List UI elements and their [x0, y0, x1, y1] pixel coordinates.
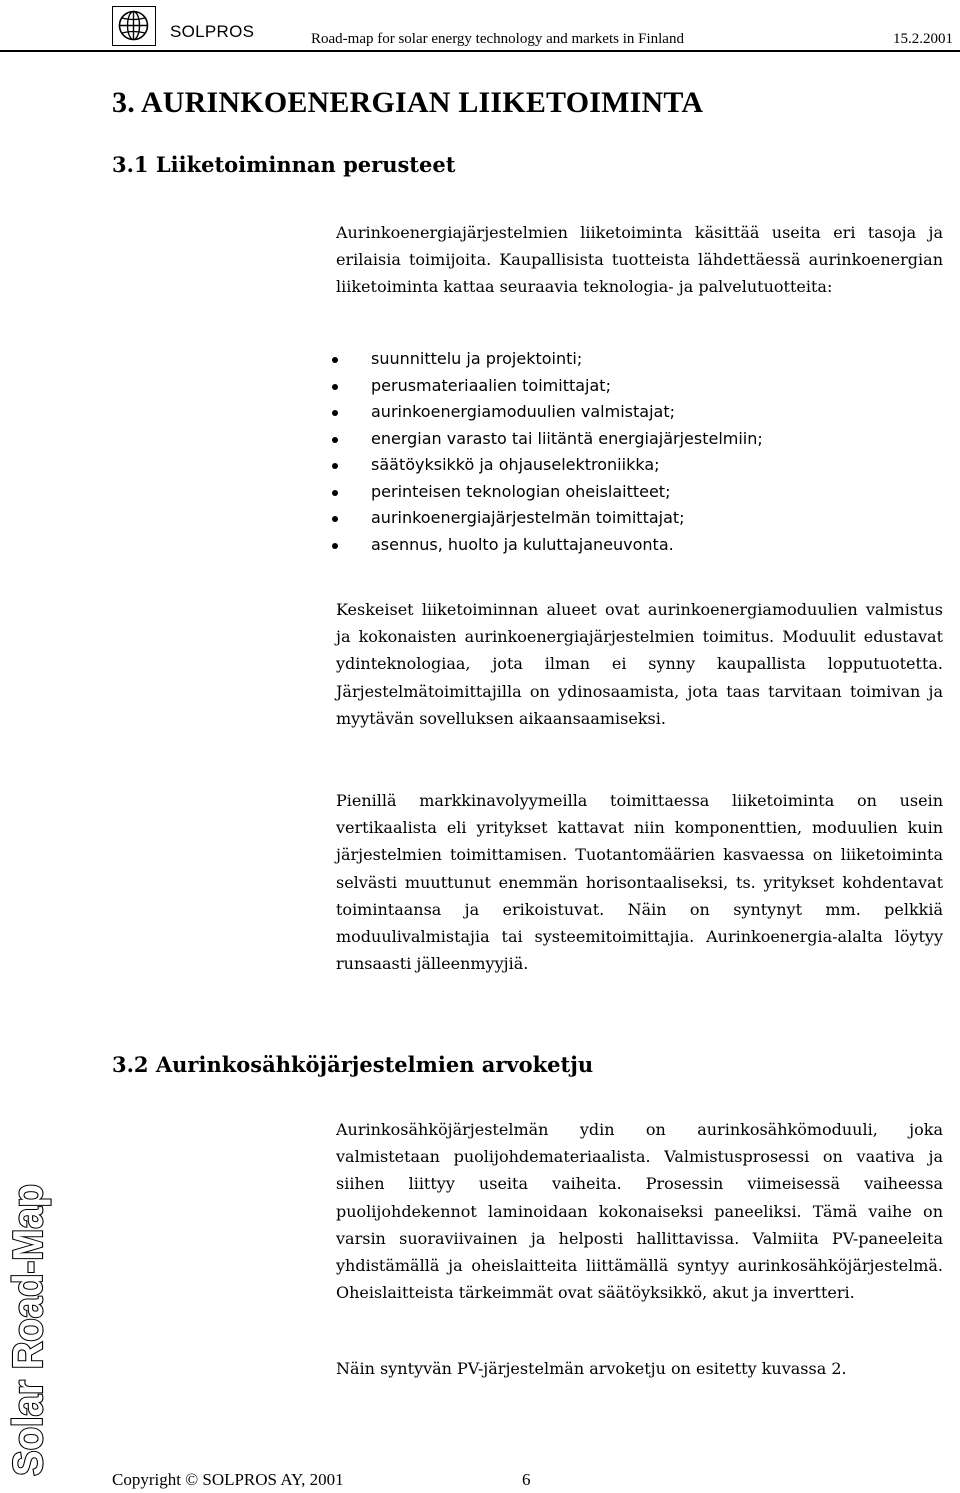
- side-logo-text: Solar Road-Map: [4, 1180, 51, 1476]
- bullet-icon: [332, 490, 338, 496]
- brand-name: SOLPROS: [170, 22, 255, 41]
- bullet-icon: [332, 463, 338, 469]
- list-item: aurinkoenergiamoduulien valmistajat;: [336, 399, 943, 426]
- header-divider: [0, 50, 960, 52]
- list-item: suunnittelu ja projektointi;: [336, 346, 943, 373]
- header-title: Road-map for solar energy technology and markets in Finland: [311, 31, 684, 47]
- bullet-icon: [332, 384, 338, 390]
- list-item: perinteisen teknologian oheislaitteet;: [336, 479, 943, 506]
- list-item: energian varasto tai liitäntä energiajärjestelmiin;: [336, 426, 943, 453]
- footer-copyright: Copyright © SOLPROS AY, 2001: [112, 1470, 344, 1489]
- list-item: asennus, huolto ja kuluttajaneuvonta.: [336, 532, 943, 559]
- paragraph-market-structure: Pienillä markkinavolyymeilla toimittaessa liiketoiminta on usein vertikaalista eli yritykset kattavat niin komponenttien, moduulien kuin järjestelmien toimittamisen. Tuotantomäärien kasvaessa on liiketoiminta selvästi muuttunut enemmän horisontaaliseksi, ts. yritykset kohdentavat toimintaansa ja erikoistuvat. Näin on syntynyt mm. pelkkiä moduulivalmistajia tai systeemitoimittajia. Aurinkoenergia-alalta löytyy runsaasti jälleenmyyjiä.: [336, 791, 943, 974]
- subsection-title-3-2: 3.2 Aurinkosähköjärjestelmien arvoketju: [112, 1052, 594, 1077]
- bullet-icon: [332, 410, 338, 416]
- paragraph-value-chain: Aurinkosähköjärjestelmän ydin on aurinkosähkömoduuli, joka valmistetaan puolijohdemateriaalista. Valmistusprosessi on vaativa ja siihen liittyy useita vaiheita. Prosessin viimeisessä vaiheessa puolijohdekennot laminoidaan kokonaiseksi paneeliksi. Tämä vaihe on varsin suoraviivainen ja helposti hallittavissa. Valmiita PV-paneeleita yhdistämällä ja oheislaitteita liittämällä syntyy aurinkosähköjärjestelmä. Oheislaitteista tärkeimmät ovat säätöyksikkö, akut ja invertteri.: [336, 1120, 943, 1303]
- header-date: 15.2.2001: [893, 31, 953, 47]
- list-item: aurinkoenergiajärjestelmän toimittajat;: [336, 505, 943, 532]
- list-item: säätöyksikkö ja ohjauselektroniikka;: [336, 452, 943, 479]
- paragraph-core-business: Keskeiset liiketoiminnan alueet ovat aurinkoenergiamoduulien valmistus ja kokonaisten aurinkoenergiajärjestelmien toimitus. Moduulit edustavat ydinteknologiaa, jota ilman ei synny kaupallista lopputuotetta. Järjestelmätoimittajilla on ydinosaamista, jota taas tarvitaan toimivan ja myytävän sovelluksen aikaansaamiseksi.: [336, 600, 943, 728]
- bullet-icon: [332, 516, 338, 522]
- bullet-icon: [332, 437, 338, 443]
- product-list: [336, 346, 943, 558]
- solar-road-map-logo: [2, 1180, 54, 1480]
- intro-paragraph: Aurinkoenergiajärjestelmien liiketoiminta käsittää useita eri tasoja ja erilaisia toimijoita. Kaupallisista tuotteista lähdettäessä aurinkoenergian liiketoiminta kattaa seuraavia teknologia- ja palvelutuotteita:: [336, 223, 943, 297]
- globe-icon: [113, 7, 154, 44]
- list-item: perusmateriaalien toimittajat;: [336, 373, 943, 400]
- bullet-icon: [332, 357, 338, 363]
- paragraph-figure-reference: Näin syntyvän PV-järjestelmän arvoketju on esitetty kuvassa 2.: [336, 1359, 847, 1378]
- subsection-title-3-1: 3.1 Liiketoiminnan perusteet: [112, 152, 456, 177]
- page-number: 6: [522, 1470, 531, 1489]
- section-title: 3. AURINKOENERGIAN LIIKETOIMINTA: [112, 86, 704, 119]
- solpros-logo: [112, 6, 156, 46]
- bullet-icon: [332, 543, 338, 549]
